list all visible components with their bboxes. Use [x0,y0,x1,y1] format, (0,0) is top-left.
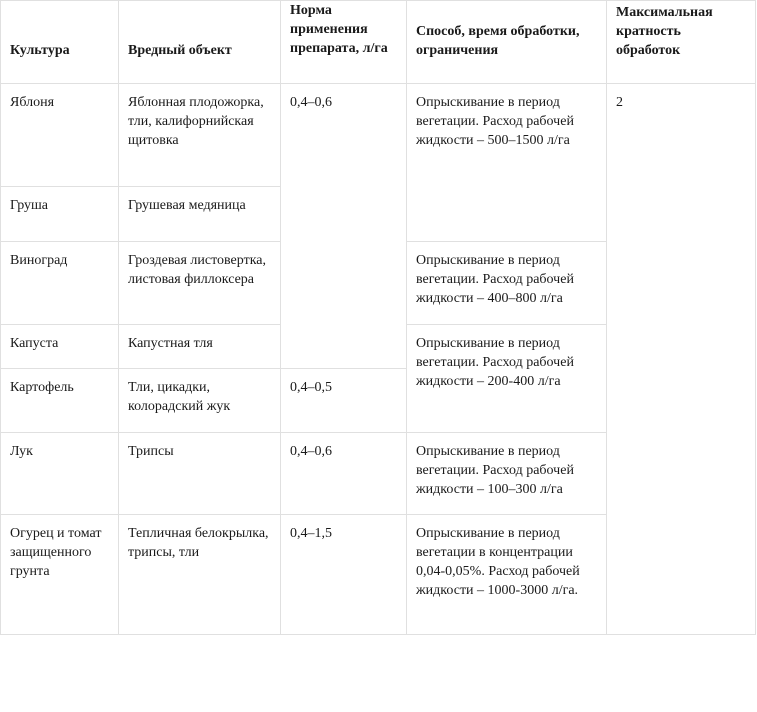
header-culture: Культура [1,1,119,84]
header-row [1,1,756,84]
cell-method: Опрыскивание в период вегетации. Расход рабочей жидкости – 400–800 л/га [407,242,607,325]
cell-rate: 0,4–0,6 [281,84,407,369]
cell-method: Опрыскивание в период вегетации. Расход рабочей жидкости – 500–1500 л/га [407,84,607,242]
cell-culture: Огурец и томат защищенного грунта [1,515,119,635]
cell-culture: Яблоня [1,84,119,187]
cell-method: Опрыскивание в период вегетации в концентрации 0,04-0,05%. Расход рабочей жидкости – 1000-3000 л/га. [407,515,607,635]
cell-pest: Тепличная белокрылка, трипсы, тли [119,515,281,635]
cell-pest: Гроздевая листовертка, листовая филлоксера [119,242,281,325]
cell-culture: Капуста [1,325,119,369]
cell-pest: Яблонная плодожорка, тли, калифорнийская щитовка [119,84,281,187]
cell-rate: 0,4–1,5 [281,515,407,635]
header-pest: Вредный объект [119,1,281,84]
cell-culture: Груша [1,187,119,242]
cell-method: Опрыскивание в период вегетации. Расход рабочей жидкости – 100–300 л/га [407,433,607,515]
cell-rate: 0,4–0,6 [281,433,407,515]
cell-pest: Тли, цикадки, колорадский жук [119,369,281,433]
header-rate: Норма применения препарата, л/га [281,1,407,84]
cell-max: 2 [607,84,756,635]
header-max: Максимальная кратность обработок [607,1,756,84]
cell-culture: Лук [1,433,119,515]
header-method: Способ, время обработки, ограничения [407,1,607,84]
cell-pest: Грушевая медяница [119,187,281,242]
table-row [1,84,756,187]
cell-method: Опрыскивание в период вегетации. Расход рабочей жидкости – 200-400 л/га [407,325,607,433]
cell-pest: Трипсы [119,433,281,515]
cell-culture: Картофель [1,369,119,433]
cell-rate: 0,4–0,5 [281,369,407,433]
cell-culture: Виноград [1,242,119,325]
cell-pest: Капустная тля [119,325,281,369]
